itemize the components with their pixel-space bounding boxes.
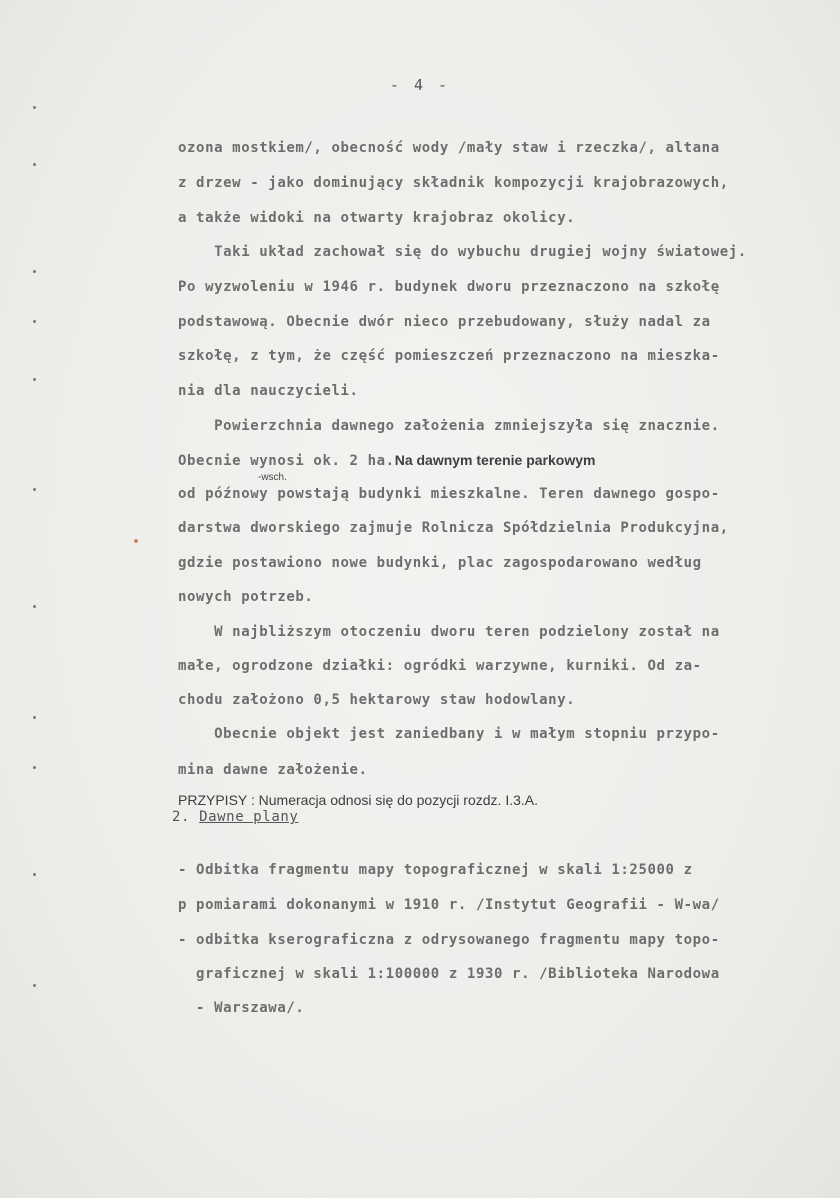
text-line: Taki układ zachował się do wybuchu drugiej wojny światowej.	[178, 244, 747, 260]
margin-dot	[33, 766, 36, 769]
margin-dot	[33, 873, 36, 876]
text-line: Po wyzwoleniu w 1946 r. budynek dworu przeznaczono na szkołę	[178, 279, 720, 295]
margin-dot	[33, 488, 36, 491]
ink-spot	[134, 539, 138, 543]
margin-dot	[33, 605, 36, 608]
text-line: z drzew - jako dominujący składnik kompozycji krajobrazowych,	[178, 175, 729, 191]
text-line: od późnowy powstają budynki mieszkalne. Teren dawnego gospo-	[178, 486, 720, 502]
list-line: - Odbitka fragmentu mapy topograficznej w skali 1:25000 z	[178, 862, 693, 878]
list-line: - odbitka kserograficzna z odrysowanego fragmentu mapy topo-	[178, 932, 720, 948]
margin-dot	[33, 320, 36, 323]
section-heading	[172, 809, 298, 825]
text-line: podstawową. Obecnie dwór nieco przebudowany, służy nadal za	[178, 314, 711, 330]
margin-dot	[33, 163, 36, 166]
text-line: szkołę, z tym, że część pomieszczeń przeznaczono na mieszka-	[178, 348, 720, 364]
margin-dot	[33, 984, 36, 987]
list-line: - Warszawa/.	[178, 1000, 305, 1016]
text-line: ozona mostkiem/, obecność wody /mały staw i rzeczka/, altana	[178, 140, 720, 156]
text-line: nowych potrzeb.	[178, 589, 314, 605]
margin-dot	[33, 106, 36, 109]
page-number: - 4 -	[389, 76, 451, 94]
margin-dot	[33, 270, 36, 273]
text-line: gdzie postawiono nowe budynki, plac zagospodarowano według	[178, 555, 702, 571]
text-segment: Obecnie wynosi ok. 2 ha.	[178, 453, 395, 469]
text-line: W najbliższym otoczeniu dworu teren podzielony został na	[178, 624, 720, 640]
text-line: mina dawne założenie.	[178, 762, 368, 778]
handwritten-correction: -wsch.	[258, 472, 287, 483]
text-line: chodu założono 0,5 hektarowy staw hodowlany.	[178, 692, 576, 708]
footnote-header: PRZYPISY : Numeracja odnosi się do pozycji rozdz. I.3.A.	[178, 792, 539, 808]
section-number: 2.	[172, 809, 191, 825]
text-line	[178, 452, 595, 469]
list-line: graficznej w skali 1:100000 z 1930 r. /Biblioteka Narodowa	[178, 966, 720, 982]
text-line: małe, ogrodzone działki: ogródki warzywne, kurniki. Od za-	[178, 658, 702, 674]
section-title: Dawne plany	[199, 809, 299, 825]
list-line: p pomiarami dokonanymi w 1910 r. /Instytut Geografii - W-wa/	[178, 897, 720, 913]
handwritten-insert: Na dawnym terenie parkowym	[394, 452, 596, 468]
text-line: a także widoki na otwarty krajobraz okolicy.	[178, 210, 576, 226]
text-line: nia dla nauczycieli.	[178, 383, 359, 399]
text-line: Obecnie objekt jest zaniedbany i w małym stopniu przypo-	[178, 726, 720, 742]
margin-dot	[33, 378, 36, 381]
margin-dot	[33, 716, 36, 719]
text-line: darstwa dworskiego zajmuje Rolnicza Spółdzielnia Produkcyjna,	[178, 520, 729, 536]
text-line: Powierzchnia dawnego założenia zmniejszyła się znacznie.	[178, 418, 720, 434]
